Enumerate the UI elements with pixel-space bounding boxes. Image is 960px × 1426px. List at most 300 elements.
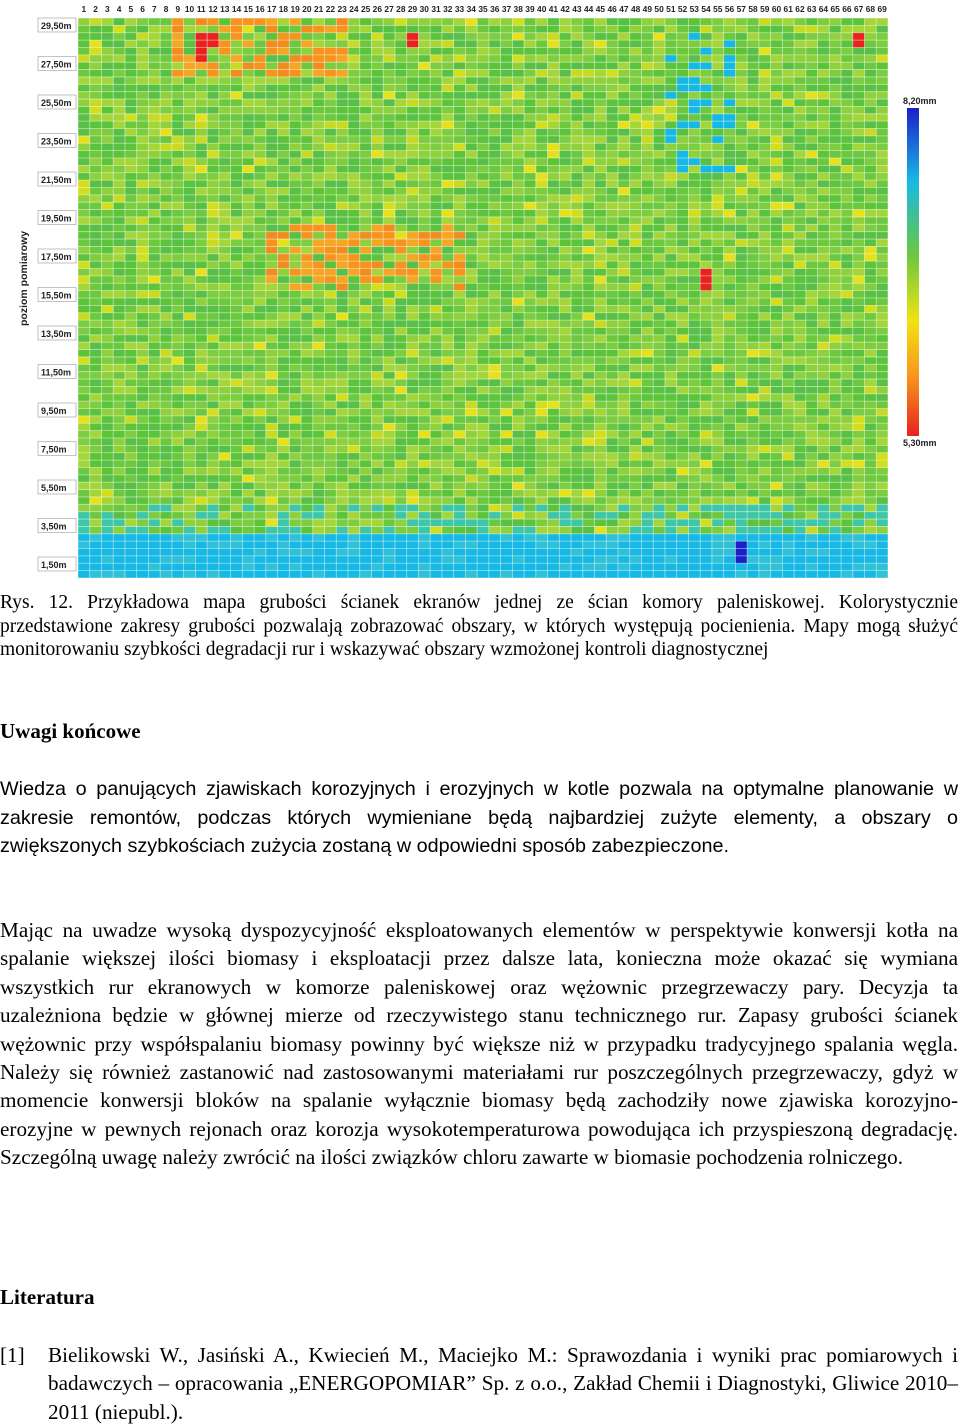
heatmap-cell — [724, 327, 736, 334]
heatmap-cell — [759, 47, 771, 54]
heatmap-cell — [724, 187, 736, 194]
heatmap-cell — [618, 416, 630, 423]
heatmap-cell — [841, 460, 853, 467]
heatmap-cell — [301, 394, 313, 401]
heatmap-cell — [101, 151, 113, 158]
heatmap-cell — [90, 47, 102, 54]
heatmap-cell — [771, 239, 783, 246]
heatmap-cell — [383, 151, 395, 158]
heatmap-cell — [113, 372, 125, 379]
heatmap-cell — [430, 84, 442, 91]
heatmap-cell — [606, 136, 618, 143]
heatmap-cell — [747, 305, 759, 312]
heatmap-cell — [489, 217, 501, 224]
heatmap-cell — [536, 25, 548, 32]
heatmap-cell — [806, 416, 818, 423]
heatmap-cell — [559, 84, 571, 91]
heatmap-cell — [125, 460, 137, 467]
heatmap-cell — [806, 512, 818, 519]
heatmap-cell — [278, 357, 290, 364]
heatmap-cell — [665, 55, 677, 62]
heatmap-cell — [90, 313, 102, 320]
heatmap-cell — [559, 475, 571, 482]
heatmap-cell — [313, 313, 325, 320]
heatmap-cell — [618, 77, 630, 84]
heatmap-cell — [184, 143, 196, 150]
heatmap-cell — [782, 327, 794, 334]
heatmap-cell — [477, 541, 489, 548]
heatmap-cell — [818, 342, 830, 349]
heatmap-cell — [301, 47, 313, 54]
heatmap-cell — [794, 210, 806, 217]
heatmap-cell — [78, 320, 90, 327]
heatmap-cell — [465, 254, 477, 261]
heatmap-cell — [160, 445, 172, 452]
heatmap-cell — [231, 541, 243, 548]
heatmap-cell — [583, 18, 595, 25]
heatmap-cell — [712, 438, 724, 445]
heatmap-cell — [301, 224, 313, 231]
heatmap-cell — [782, 342, 794, 349]
heatmap-cell — [512, 298, 524, 305]
heatmap-cell — [512, 350, 524, 357]
heatmap-cell — [172, 158, 184, 165]
heatmap-cell — [160, 357, 172, 364]
heatmap-cell — [360, 512, 372, 519]
heatmap-cell — [771, 165, 783, 172]
heatmap-cell — [184, 62, 196, 69]
heatmap-cell — [219, 92, 231, 99]
heatmap-cell — [418, 143, 430, 150]
heatmap-cell — [465, 261, 477, 268]
heatmap-cell — [548, 261, 560, 268]
heatmap-cell — [90, 254, 102, 261]
heatmap-cell — [442, 40, 454, 47]
heatmap-cell — [195, 423, 207, 430]
heatmap-cell — [371, 313, 383, 320]
heatmap-cell — [242, 497, 254, 504]
heatmap-cell — [524, 99, 536, 106]
heatmap-cell — [653, 261, 665, 268]
heatmap-cell — [606, 269, 618, 276]
heatmap-cell — [700, 77, 712, 84]
heatmap-cell — [677, 438, 689, 445]
heatmap-cell — [583, 401, 595, 408]
heatmap-cell — [700, 416, 712, 423]
heatmap-cell — [630, 55, 642, 62]
heatmap-cell — [418, 121, 430, 128]
heatmap-cell — [759, 475, 771, 482]
heatmap-cell — [724, 379, 736, 386]
heatmap-cell — [536, 121, 548, 128]
heatmap-cell — [242, 357, 254, 364]
heatmap-cell — [78, 298, 90, 305]
heatmap-cell — [747, 386, 759, 393]
heatmap-cell — [313, 224, 325, 231]
heatmap-cell — [371, 394, 383, 401]
heatmap-cell — [583, 106, 595, 113]
heatmap-cell — [688, 173, 700, 180]
heatmap-cell — [806, 210, 818, 217]
heatmap-cell — [747, 445, 759, 452]
heatmap-cell — [853, 372, 865, 379]
heatmap-cell — [101, 350, 113, 357]
heatmap-cell — [184, 195, 196, 202]
heatmap-cell — [430, 195, 442, 202]
heatmap-cell — [195, 187, 207, 194]
heatmap-cell — [559, 276, 571, 283]
heatmap-cell — [231, 224, 243, 231]
heatmap-cell — [759, 372, 771, 379]
heatmap-cell — [418, 158, 430, 165]
heatmap-cell — [571, 394, 583, 401]
heatmap-cell — [665, 409, 677, 416]
heatmap-cell — [125, 114, 137, 121]
heatmap-cell — [571, 239, 583, 246]
heatmap-cell — [571, 460, 583, 467]
heatmap-cell — [289, 254, 301, 261]
heatmap-cell — [336, 291, 348, 298]
heatmap-cell — [395, 18, 407, 25]
heatmap-cell — [418, 33, 430, 40]
heatmap-cell — [113, 497, 125, 504]
heatmap-cell — [172, 394, 184, 401]
heatmap-cell — [430, 490, 442, 497]
heatmap-cell — [559, 497, 571, 504]
heatmap-cell — [289, 55, 301, 62]
heatmap-cell — [395, 33, 407, 40]
heatmap-cell — [325, 379, 337, 386]
heatmap-cell — [501, 239, 513, 246]
heatmap-cell — [207, 409, 219, 416]
heatmap-cell — [219, 239, 231, 246]
heatmap-cell — [254, 534, 266, 541]
heatmap-cell — [454, 33, 466, 40]
heatmap-cell — [418, 291, 430, 298]
heatmap-cell — [641, 276, 653, 283]
heatmap-cell — [454, 401, 466, 408]
heatmap-cell — [430, 431, 442, 438]
heatmap-cell — [548, 335, 560, 342]
heatmap-cell — [254, 549, 266, 556]
heatmap-cell — [571, 497, 583, 504]
heatmap-cell — [78, 136, 90, 143]
heatmap-cell — [818, 416, 830, 423]
heatmap-cell — [818, 372, 830, 379]
heatmap-cell — [395, 379, 407, 386]
heatmap-cell — [865, 173, 877, 180]
heatmap-cell — [759, 246, 771, 253]
heatmap-cell — [160, 77, 172, 84]
heatmap-cell — [747, 298, 759, 305]
heatmap-cell — [348, 298, 360, 305]
heatmap-cell — [841, 313, 853, 320]
heatmap-cell — [395, 298, 407, 305]
heatmap-cell — [653, 423, 665, 430]
heatmap-cell — [759, 327, 771, 334]
heatmap-cell — [700, 445, 712, 452]
heatmap-cell — [630, 526, 642, 533]
heatmap-cell — [700, 335, 712, 342]
heatmap-cell — [231, 47, 243, 54]
heatmap-cell — [630, 453, 642, 460]
heatmap-cell — [829, 114, 841, 121]
heatmap-cell — [313, 364, 325, 371]
heatmap-cell — [524, 342, 536, 349]
heatmap-cell — [489, 180, 501, 187]
heatmap-cell — [395, 70, 407, 77]
heatmap-cell — [407, 18, 419, 25]
heatmap-cell — [501, 173, 513, 180]
heatmap-cell — [665, 121, 677, 128]
heatmap-cell — [360, 70, 372, 77]
heatmap-cell — [688, 431, 700, 438]
heatmap-cell — [841, 482, 853, 489]
heatmap-cell — [195, 541, 207, 548]
heatmap-cell — [501, 232, 513, 239]
heatmap-cell — [348, 320, 360, 327]
heatmap-cell — [371, 106, 383, 113]
heatmap-cell — [559, 504, 571, 511]
heatmap-cell — [184, 217, 196, 224]
heatmap-cell — [172, 549, 184, 556]
heatmap-cell — [301, 453, 313, 460]
heatmap-cell — [641, 291, 653, 298]
heatmap-cell — [818, 276, 830, 283]
heatmap-cell — [418, 364, 430, 371]
heatmap-cell — [336, 224, 348, 231]
heatmap-cell — [301, 416, 313, 423]
heatmap-cell — [360, 519, 372, 526]
heatmap-cell — [454, 298, 466, 305]
heatmap-cell — [278, 55, 290, 62]
heatmap-cell — [418, 438, 430, 445]
heatmap-cell — [641, 224, 653, 231]
heatmap-cell — [583, 121, 595, 128]
heatmap-cell — [548, 394, 560, 401]
heatmap-cell — [407, 504, 419, 511]
heatmap-cell — [113, 210, 125, 217]
heatmap-cell — [125, 357, 137, 364]
heatmap-cell — [160, 62, 172, 69]
heatmap-cell — [771, 62, 783, 69]
heatmap-cell — [371, 129, 383, 136]
heatmap-cell — [630, 512, 642, 519]
heatmap-cell — [313, 269, 325, 276]
heatmap-cell — [829, 210, 841, 217]
heatmap-cell — [125, 453, 137, 460]
heatmap-cell — [489, 519, 501, 526]
heatmap-cell — [853, 409, 865, 416]
heatmap-cell — [735, 379, 747, 386]
heatmap-cell — [418, 512, 430, 519]
heatmap-cell — [595, 350, 607, 357]
heatmap-cell — [278, 121, 290, 128]
heatmap-cell — [184, 187, 196, 194]
heatmap-cell — [301, 497, 313, 504]
heatmap-cell — [137, 106, 149, 113]
heatmap-cell — [407, 92, 419, 99]
heatmap-cell — [782, 445, 794, 452]
heatmap-cell — [771, 357, 783, 364]
heatmap-cell — [501, 84, 513, 91]
heatmap-cell — [325, 438, 337, 445]
heatmap-cell — [865, 327, 877, 334]
heatmap-cell — [782, 47, 794, 54]
heatmap-cell — [630, 92, 642, 99]
heatmap-cell — [583, 173, 595, 180]
heatmap-cell — [407, 129, 419, 136]
heatmap-cell — [231, 497, 243, 504]
heatmap-cell — [548, 165, 560, 172]
heatmap-cell — [371, 549, 383, 556]
heatmap-cell — [207, 276, 219, 283]
heatmap-cell — [125, 445, 137, 452]
heatmap-cell — [78, 210, 90, 217]
heatmap-cell — [559, 291, 571, 298]
heatmap-cell — [289, 431, 301, 438]
heatmap-cell — [360, 261, 372, 268]
heatmap-cell — [853, 261, 865, 268]
heatmap-cell — [195, 504, 207, 511]
heatmap-cell — [325, 187, 337, 194]
heatmap-cell — [512, 129, 524, 136]
heatmap-cell — [700, 195, 712, 202]
heatmap-cell — [735, 497, 747, 504]
heatmap-cell — [184, 482, 196, 489]
heatmap-cell — [254, 497, 266, 504]
heatmap-cell — [254, 202, 266, 209]
heatmap-cell — [371, 62, 383, 69]
heatmap-cell — [266, 541, 278, 548]
heatmap-cell — [641, 269, 653, 276]
heatmap-cell — [665, 202, 677, 209]
heatmap-cell — [818, 165, 830, 172]
heatmap-cell — [806, 519, 818, 526]
heatmap-cell — [583, 246, 595, 253]
heatmap-cell — [747, 33, 759, 40]
heatmap-cell — [618, 62, 630, 69]
heatmap-cell — [137, 254, 149, 261]
heatmap-cell — [454, 136, 466, 143]
heatmap-cell — [712, 364, 724, 371]
heatmap-cell — [113, 269, 125, 276]
heatmap-cell — [395, 269, 407, 276]
heatmap-cell — [876, 460, 888, 467]
heatmap-cell — [465, 431, 477, 438]
heatmap-cell — [219, 423, 231, 430]
heatmap-cell — [641, 526, 653, 533]
heatmap-cell — [853, 129, 865, 136]
heatmap-cell — [829, 401, 841, 408]
heatmap-cell — [818, 534, 830, 541]
heatmap-cell — [536, 394, 548, 401]
heatmap-cell — [348, 423, 360, 430]
heatmap-cell — [219, 232, 231, 239]
heatmap-cell — [782, 438, 794, 445]
heatmap-cell — [125, 283, 137, 290]
heatmap-cell — [442, 239, 454, 246]
heatmap-cell — [383, 327, 395, 334]
heatmap-cell — [653, 92, 665, 99]
heatmap-cell — [207, 232, 219, 239]
heatmap-cell — [360, 165, 372, 172]
heatmap-cell — [477, 453, 489, 460]
heatmap-cell — [595, 327, 607, 334]
heatmap-cell — [595, 445, 607, 452]
heatmap-cell — [735, 475, 747, 482]
heatmap-cell — [477, 232, 489, 239]
heatmap-cell — [865, 541, 877, 548]
heatmap-cell — [148, 291, 160, 298]
heatmap-cell — [665, 129, 677, 136]
heatmap-cell — [712, 143, 724, 150]
heatmap-cell — [442, 482, 454, 489]
heatmap-cell — [548, 305, 560, 312]
heatmap-cell — [548, 497, 560, 504]
heatmap-cell — [278, 224, 290, 231]
heatmap-cell — [735, 92, 747, 99]
heatmap-cell — [418, 423, 430, 430]
heatmap-cell — [700, 534, 712, 541]
heatmap-cell — [442, 298, 454, 305]
heatmap-cell — [266, 409, 278, 416]
heatmap-cell — [841, 335, 853, 342]
heatmap-cell — [184, 541, 196, 548]
heatmap-cell — [630, 40, 642, 47]
heatmap-cell — [559, 165, 571, 172]
heatmap-cell — [806, 165, 818, 172]
heatmap-cell — [148, 519, 160, 526]
heatmap-cell — [501, 217, 513, 224]
heatmap-cell — [677, 239, 689, 246]
heatmap-cell — [113, 276, 125, 283]
heatmap-cell — [829, 224, 841, 231]
heatmap-cell — [794, 62, 806, 69]
heatmap-cell — [841, 298, 853, 305]
heatmap-cell — [348, 460, 360, 467]
heatmap-cell — [383, 379, 395, 386]
heatmap-cell — [548, 372, 560, 379]
heatmap-cell — [818, 482, 830, 489]
heatmap-cell — [771, 246, 783, 253]
heatmap-cell — [876, 379, 888, 386]
heatmap-cell — [418, 217, 430, 224]
heatmap-cell — [477, 261, 489, 268]
heatmap-cell — [724, 445, 736, 452]
heatmap-cell — [759, 217, 771, 224]
heatmap-cell — [536, 320, 548, 327]
heatmap-cell — [512, 526, 524, 533]
heatmap-cell — [465, 327, 477, 334]
heatmap-cell — [747, 467, 759, 474]
heatmap-cell — [606, 291, 618, 298]
heatmap-cell — [700, 482, 712, 489]
heatmap-cell — [512, 445, 524, 452]
heatmap-cell — [125, 261, 137, 268]
heatmap-cell — [90, 497, 102, 504]
heatmap-cell — [242, 401, 254, 408]
heatmap-cell — [325, 504, 337, 511]
heatmap-cell — [254, 335, 266, 342]
heatmap-cell — [829, 129, 841, 136]
heatmap-cell — [407, 357, 419, 364]
heatmap-cell — [289, 364, 301, 371]
heatmap-cell — [313, 84, 325, 91]
heatmap-cell — [242, 283, 254, 290]
heatmap-cell — [383, 47, 395, 54]
heatmap-cell — [794, 70, 806, 77]
